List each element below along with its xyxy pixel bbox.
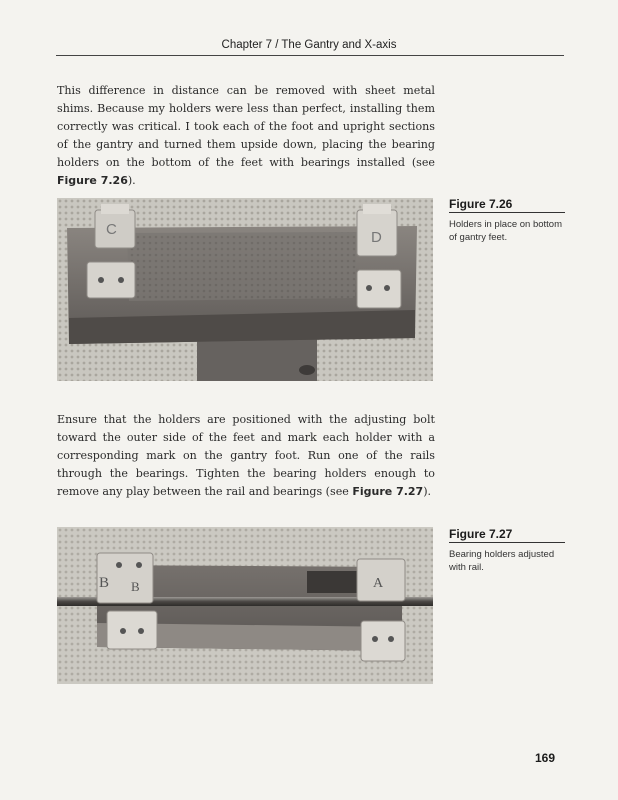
figure-reference: Figure 7.27 [352, 485, 424, 498]
holder-mark-b-2: B [131, 579, 140, 594]
holder-mark-c: C [106, 221, 117, 238]
figure-title: Figure 7.26 [449, 197, 513, 211]
figure-caption: Bearing holders adjusted with rail. [449, 549, 555, 573]
body-paragraph [57, 411, 435, 501]
paragraph-text: Ensure that the holders are positioned with the adjusting bolt toward the outer side of the feet and mark each holder with a corresponding mark on the gantry foot. Run one of the rails through the bearings. Tighten the bearing holders enough to remove any play between the rail and bearings (see [57, 413, 435, 498]
figure-reference: Figure 7.26 [57, 174, 128, 187]
holder-mark-d: D [371, 229, 382, 246]
caption-rule [449, 212, 565, 213]
paragraph-tail: ). [127, 174, 136, 187]
paragraph-text: This difference in distance can be removed with sheet metal shims. Because my holders were less than perfect, installing them correctly was critical. I took each of the foot and upright sections of the gantry and turned them upside down, placing the bearing holders on the bottom of the feet with bearings installed (see [57, 84, 435, 169]
body-paragraph [57, 82, 435, 190]
page-number: 169 [535, 751, 556, 765]
holder-mark-b: B [99, 575, 110, 591]
figure-caption: Holders in place on bottom of gantry feet. [449, 219, 563, 243]
figure-title: Figure 7.27 [449, 527, 513, 541]
paragraph-tail: ). [423, 485, 432, 498]
bearing-holder-d [357, 204, 401, 308]
caption-rule [449, 542, 565, 543]
holder-mark-a: A [373, 576, 384, 591]
running-head: Chapter 7 / The Gantry and X-axis [221, 39, 397, 51]
header-rule [56, 55, 564, 56]
figure-photo-gantry-feet [57, 198, 433, 381]
figure-photo-bearing-rail [57, 527, 433, 684]
